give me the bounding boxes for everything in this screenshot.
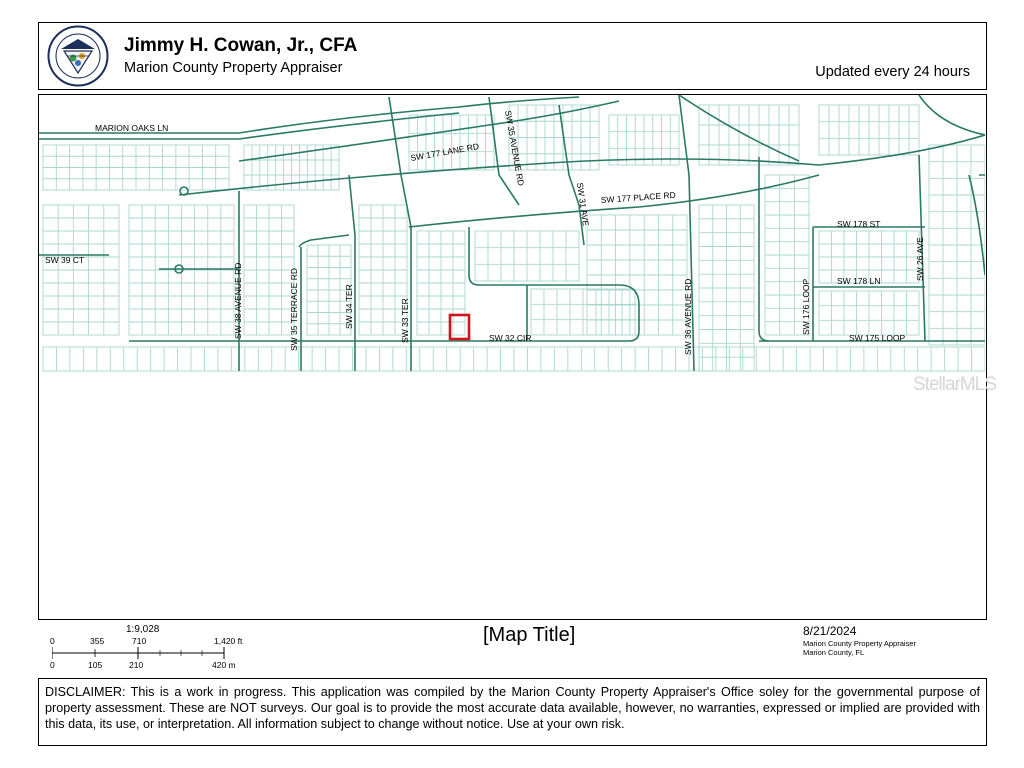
header	[38, 22, 987, 90]
scale-top-label: 355	[90, 636, 105, 646]
scale-bottom-label: 0	[50, 660, 55, 670]
scale-bar-graphic	[52, 647, 227, 659]
map-date: 8/21/2024	[803, 624, 857, 638]
road-label-sw-176-loop: SW 176 LOOP	[801, 278, 811, 335]
road-label-sw-178-st: SW 178 ST	[837, 219, 881, 229]
road-label-sw-177-place-rd: SW 177 PLACE RD	[600, 189, 677, 205]
scale-bottom-label: 420 m	[212, 660, 236, 670]
road-labels	[45, 110, 925, 355]
scale-top-label: 0	[50, 636, 55, 646]
road-label-marion-oaks-ln: MARION OAKS LN	[95, 123, 169, 133]
scale-bottom-label: 105	[88, 660, 103, 670]
disclaimer-text: DISCLAIMER: This is a work in progress. This application was compiled by the Marion County Property Appraiser's Office soley for the governmental purpose of property assessment. These are NOT surveys. Our goal is to provide the most accurate data available, however, no warranties, expressed or implied are provided with this data, its use, or interpretation. All information subject to change without notice. Use at your own risk.	[45, 685, 980, 731]
road-label-sw-34-ter: SW 34 TER	[344, 284, 354, 329]
road-label-sw-26-ave: SW 26 AVE	[915, 237, 925, 281]
road-label-sw-35-terrace-rd: SW 35 TERRACE RD	[289, 268, 299, 351]
road-label-sw-178-ln: SW 178 LN	[837, 276, 881, 286]
road-label-sw-36-avenue-rd: SW 36 AVENUE RD	[683, 278, 693, 355]
scale-top-label: 1,420 ft	[214, 636, 243, 646]
property-appraiser-seal-icon	[47, 25, 109, 87]
stellar-mls-watermark: StellarMLS	[913, 374, 996, 395]
road-label-sw-31-ave: SW 31 AVE	[575, 181, 592, 227]
road-label-sw-33-ter: SW 33 TER	[400, 298, 410, 343]
road-label-sw-38-avenue-rd: SW 38 AVENUE RD	[233, 262, 243, 339]
update-frequency: Updated every 24 hours	[815, 64, 970, 80]
scale-top-label: 710	[132, 636, 147, 646]
appraiser-name: Jimmy H. Cowan, Jr., CFA	[124, 35, 358, 56]
disclaimer-box	[38, 678, 987, 746]
office-name: Marion County Property Appraiser	[124, 60, 343, 76]
map-credit-line: Marion County, FL	[803, 648, 865, 657]
scale-bar	[40, 634, 260, 674]
road-label-sw-177-lane-rd: SW 177 LANE RD	[409, 141, 480, 163]
road-label-sw-35-avenue-rd: SW 35 AVENUE RD	[503, 109, 527, 187]
road-label-sw-39-ct: SW 39 CT	[45, 255, 85, 265]
map-title: [Map Title]	[483, 624, 576, 646]
map-canvas[interactable]	[39, 95, 985, 618]
map-credit-line: Marion County Property Appraiser	[803, 639, 916, 648]
scale-bottom-label: 210	[129, 660, 144, 670]
road-label-sw-32-cir: SW 32 CIR	[489, 333, 532, 343]
road-label-sw-175-loop: SW 175 LOOP	[849, 333, 906, 343]
scale-ratio: 1:9,028	[126, 624, 160, 635]
parcel-map[interactable]	[38, 94, 987, 620]
